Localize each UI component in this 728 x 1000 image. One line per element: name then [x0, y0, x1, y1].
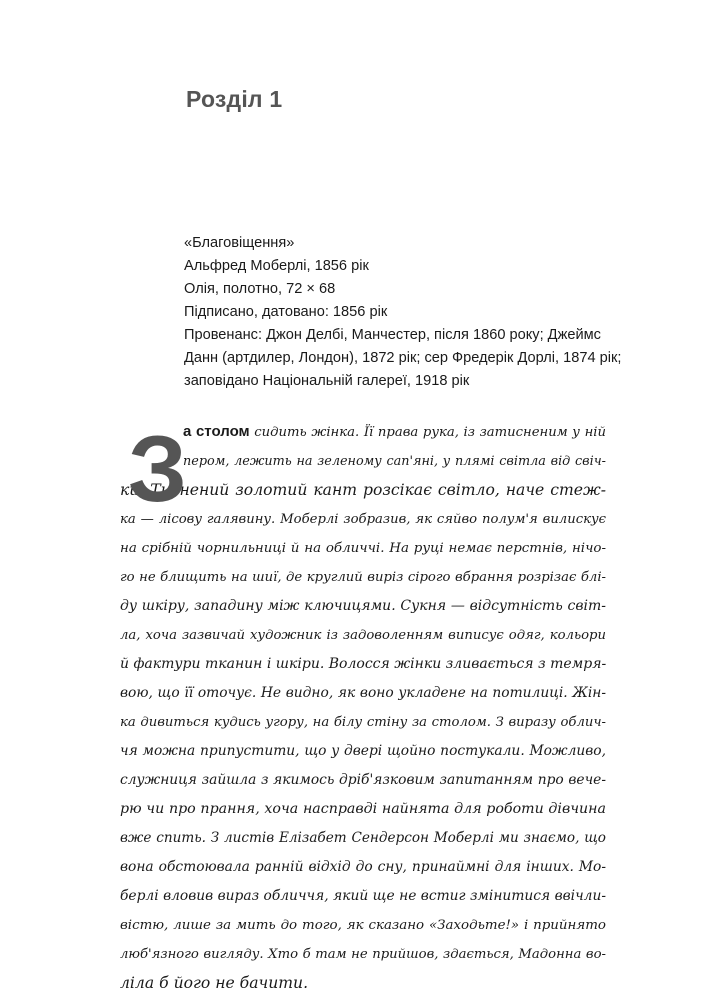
text-line: ла, хоча зазвичай художник із задоволенням виписує одяг, кольори — [120, 628, 606, 643]
text-line: вою, що її оточує. Не видно, як воно укладене на потилиці. Жін- — [120, 685, 606, 701]
text-line: вона обстоювала ранній відхід до сну, принаймні для інших. Мо- — [120, 859, 606, 875]
text-line: рю чи про прання, хоча насправді найнята для роботи дівчина — [120, 801, 606, 817]
text-line — [183, 417, 606, 447]
text-line: берлі вловив вираз обличчя, який ще не встиг змінитися ввічли- — [120, 888, 606, 904]
provenance-line: Данн (артдилер, Лондон), 1872 рік; сер Фредерік Дорлі, 1874 рік; — [184, 350, 622, 366]
artwork-title: «Благовіщення» — [184, 235, 295, 251]
drop-cap: З — [128, 416, 187, 521]
text-line: люб'язного вигляду. Хто б там не прийшов, здається, Мадонна во- — [120, 947, 606, 962]
body-text — [120, 416, 607, 992]
text-line: служниця зайшла з якимось дріб'язковим запитанням про вече- — [120, 772, 606, 788]
provenance-line: Провенанс: Джон Делбі, Манчестер, після 1860 року; Джеймс — [184, 327, 601, 343]
chapter-title: Розділ 1 — [186, 86, 283, 112]
artwork-signed-dated: Підписано, датовано: 1856 рік — [184, 304, 388, 320]
text-line: ду шкіру, западину між ключицями. Сукня — відсутність світ- — [120, 598, 606, 614]
text-line: ліла б його не бачити. — [120, 974, 309, 992]
text-line: го не блищить на шиї, де круглий виріз сірого вбрання розрізає блі- — [120, 570, 606, 585]
text-line: ки. Тиснений золотий кант розсікає світло, наче стеж- — [120, 481, 606, 499]
lead-in: а столом — [183, 423, 250, 440]
text-line: вістю, лише за мить до того, як сказано «Заходьте!» і прийнято — [120, 918, 606, 933]
text-line: чя можна припустити, що у двері щойно постукали. Можливо, — [120, 743, 606, 759]
artwork-artist-year: Альфред Моберлі, 1856 рік — [184, 258, 369, 274]
text-line: пером, лежить на зеленому сап'яні, у плямі світла від свіч- — [183, 454, 606, 469]
text-line: ка дивиться кудись угору, на білу стіну за столом. З виразу облич- — [120, 715, 606, 730]
artwork-medium: Олія, полотно, 72 × 68 — [184, 281, 336, 297]
text-line: ка — лісову галявину. Моберлі зобразив, як сяйво полум'я вилискує — [120, 512, 606, 527]
provenance-line: заповідано Національній галереї, 1918 рік — [184, 373, 470, 389]
artwork-provenance — [184, 232, 684, 393]
text-line: вже спить. З листів Елізабет Сендерсон Моберлі ми знаємо, що — [120, 830, 606, 846]
first-line-text: сидить жінка. Її права рука, із затисненим у ній — [249, 425, 606, 440]
text-line: й фактури тканин і шкіри. Волосся жінки зливається з темря- — [120, 656, 607, 672]
text-line: на срібній чорнильниці й на обличчі. На руці немає перстнів, нічо- — [120, 541, 606, 556]
